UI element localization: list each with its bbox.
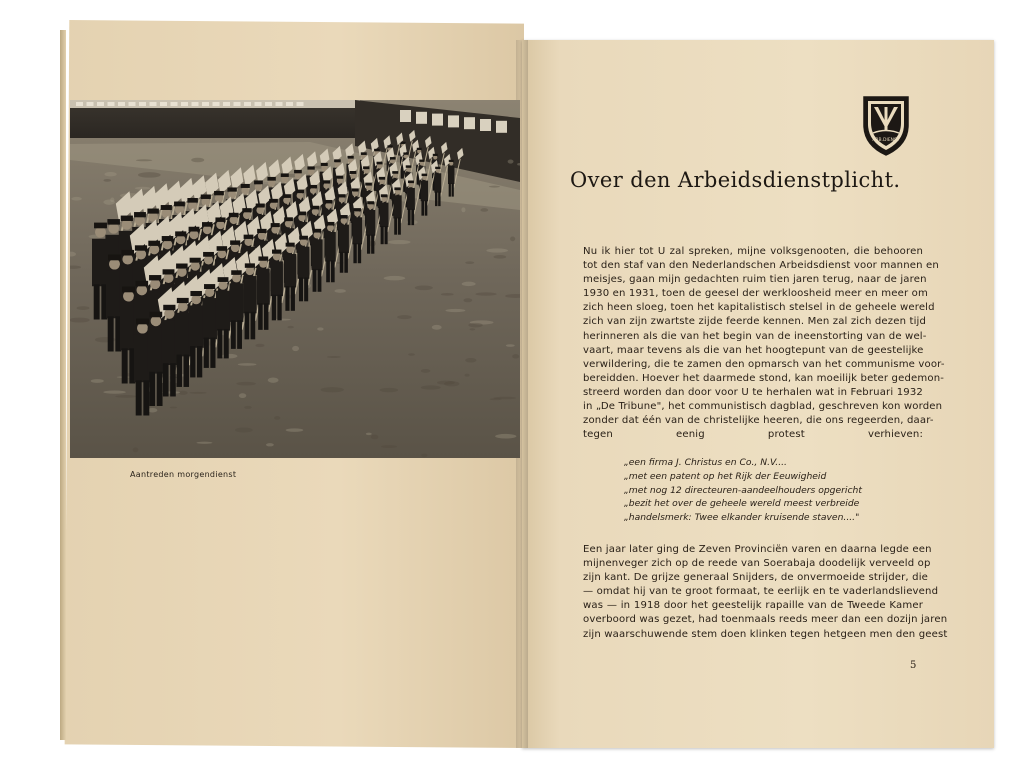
- photo-caption: Aantreden morgendienst: [130, 470, 237, 479]
- left-page-edge: [60, 30, 66, 740]
- ground-speck: [288, 326, 294, 329]
- ground-speck: [381, 445, 397, 448]
- ground-speck: [104, 172, 116, 176]
- ground-speck: [133, 447, 139, 452]
- ground-speck: [379, 388, 398, 392]
- ground-speck: [334, 289, 346, 293]
- ground-speck: [512, 354, 519, 358]
- text-line: „bezit het over de geheele wereld meest verbreide: [624, 498, 860, 510]
- ground-speck: [493, 255, 506, 259]
- ground-speck: [461, 207, 465, 212]
- window: [171, 102, 178, 106]
- ground-speck: [462, 282, 476, 286]
- text-line: 1930 en 1931, toen de geesel der werkloosheid meer en meer om: [583, 288, 928, 300]
- ground-speck: [463, 298, 472, 302]
- text-line: Nu ik hier tot U zal spreken, mijne volksgenooten, die behooren: [583, 246, 923, 257]
- ground-speck: [292, 346, 299, 351]
- text-line: Een jaar later ging de Zeven Provinciën varen en daarna legde een: [583, 544, 932, 555]
- text-line: tot den staf van den Nederlandschen Arbeidsdienst voor mannen en: [583, 260, 939, 272]
- window: [276, 102, 283, 106]
- window: [244, 102, 251, 106]
- ground-speck: [71, 197, 82, 201]
- text-line: vaart, maar tevens als die van het hoogtepunt van de geestelijke: [583, 344, 924, 356]
- ground-speck: [493, 397, 516, 400]
- text-line: zich van zijn zwartste zijde feerde kennen. Men zal zich dezen tijd: [583, 316, 927, 328]
- ground-speck: [115, 395, 137, 398]
- window: [480, 119, 491, 131]
- window: [223, 102, 230, 106]
- text-line: „een firma J. Christus en Co., N.V....: [624, 457, 787, 468]
- text-line: zijn waarschuwende stem doen klinken tegen hetgeen men den geest: [583, 628, 948, 640]
- ground-speck: [189, 392, 206, 394]
- text-line: „met een patent op het Rijk der Eeuwigheid: [624, 470, 827, 482]
- text-line: verwildering, die te zamen den opmarsch van het communisme voor-: [583, 358, 945, 370]
- ground-speck: [327, 356, 341, 358]
- ground-speck: [489, 186, 500, 188]
- text-line: bereidden. Hoever het daarmede stond, kan moeilijk beter gedemon-: [583, 372, 945, 384]
- window: [400, 110, 411, 122]
- window: [139, 102, 146, 106]
- window: [129, 102, 136, 106]
- ground-speck: [510, 237, 515, 242]
- text-line: was — in 1918 door het geestelijk rapaille van de Tweede Kamer: [583, 600, 923, 612]
- ground-speck: [286, 428, 304, 431]
- photo-morning-assembly: [70, 100, 520, 458]
- ground-speck: [103, 391, 125, 394]
- ground-speck: [421, 369, 431, 373]
- ground-speck: [475, 292, 496, 295]
- ground-speck: [196, 442, 212, 444]
- window: [150, 102, 157, 106]
- text-line: zich heen sloeg, toen het kapitalistisch stelsel in de geheele wereld: [583, 302, 935, 314]
- ground-speck: [366, 433, 372, 435]
- ground-speck: [441, 293, 454, 296]
- ground-speck: [236, 382, 256, 386]
- text-line: mijnenveger zich op de reede van Soerabaja doodelijk verveeld op: [583, 558, 931, 570]
- window: [286, 102, 293, 106]
- window: [448, 115, 459, 127]
- ground-speck: [388, 240, 411, 244]
- ground-speck: [255, 344, 264, 347]
- ground-speck: [235, 427, 253, 432]
- ground-speck: [470, 328, 476, 330]
- window: [181, 102, 188, 106]
- photo-image: [70, 100, 520, 458]
- text-line: in „De Tribune", het communistisch dagblad, geschreven kon worden: [583, 401, 943, 413]
- text-line: „met nog 12 directeuren-aandeelhouders opgericht: [624, 484, 862, 496]
- window: [416, 112, 427, 124]
- window: [202, 102, 209, 106]
- ground-speck: [506, 344, 515, 347]
- ground-speck: [268, 378, 279, 383]
- text-line: overboord was gezet, had toenmaals reeds meer dan een dozijn jaren: [583, 614, 948, 626]
- ground-speck: [480, 208, 488, 212]
- ground-speck: [110, 198, 114, 203]
- quotation-block: [624, 456, 894, 525]
- ground-speck: [91, 379, 104, 383]
- paragraph-2: [583, 543, 948, 642]
- window: [76, 102, 83, 106]
- ground-speck: [244, 406, 252, 409]
- ground-speck: [415, 285, 433, 290]
- text-line: zijn kant. De grijze generaal Snijders, de onvermoeide strijder, die: [583, 572, 929, 584]
- text-line: „handelsmerk: Twee elkander kruisende staven....": [624, 512, 860, 524]
- window: [464, 117, 475, 129]
- text-line: herinneren als die van het begin van de ineenstorting van de wel-: [583, 330, 927, 342]
- window: [234, 102, 241, 106]
- ground-speck: [239, 393, 246, 398]
- text-line: tegen eenig protest verhieven:: [583, 429, 923, 441]
- window: [496, 121, 507, 133]
- ground-speck: [138, 172, 161, 177]
- ground-speck: [317, 327, 323, 330]
- emblem-text: ARB.DIENST: [872, 138, 900, 143]
- ground-speck: [445, 309, 465, 312]
- page-title: Over den Arbeidsdienstplicht.: [570, 168, 901, 192]
- window: [432, 114, 443, 126]
- ground-speck: [321, 387, 344, 392]
- ground-speck: [437, 381, 455, 385]
- paragraph-1: [583, 245, 945, 442]
- text-line: zonder dat één van de christelijke heeren, die ons regeerden, daar-: [583, 415, 934, 427]
- text-line: streerd worden dan door voor U te herhalen wat in Februari 1932: [583, 386, 923, 398]
- ground-speck: [465, 358, 476, 363]
- ground-speck: [266, 443, 274, 446]
- ground-speck: [77, 306, 90, 310]
- ground-speck: [371, 435, 379, 440]
- text-line: meisjes, gaan mijn gedachten ruim tien jaren terug, naar de jaren: [583, 274, 927, 286]
- ground-speck: [421, 454, 427, 457]
- window: [118, 102, 125, 106]
- window: [255, 102, 262, 106]
- text-line: — omdat hij van te groot formaat, te eerlijk en te vaderlandslievend: [583, 586, 939, 598]
- ground-speck: [191, 158, 204, 162]
- window: [160, 102, 167, 106]
- window: [265, 102, 272, 106]
- ground-speck: [170, 407, 177, 409]
- ground-speck: [397, 315, 412, 319]
- ground-speck: [274, 416, 280, 420]
- ground-speck: [136, 159, 152, 161]
- ground-speck: [103, 179, 111, 182]
- window: [87, 102, 94, 106]
- ground-speck: [508, 159, 514, 163]
- ground-speck: [135, 187, 151, 190]
- window: [213, 102, 220, 106]
- window: [192, 102, 199, 106]
- ground-speck: [421, 385, 441, 389]
- page-number: 5: [910, 660, 917, 671]
- window: [108, 102, 115, 106]
- ground-speck: [486, 248, 508, 252]
- ground-speck: [408, 353, 415, 355]
- ground-speck: [238, 363, 257, 366]
- window: [97, 102, 104, 106]
- ground-speck: [465, 374, 470, 377]
- ground-speck: [432, 325, 442, 330]
- ground-speck: [465, 261, 474, 264]
- ground-speck: [179, 391, 188, 395]
- window: [297, 102, 304, 106]
- ground-speck: [384, 276, 405, 281]
- ground-speck: [495, 434, 516, 439]
- arbeidsdienst-emblem-icon: [862, 95, 910, 157]
- ground-speck: [70, 318, 90, 323]
- ground-speck: [468, 323, 482, 328]
